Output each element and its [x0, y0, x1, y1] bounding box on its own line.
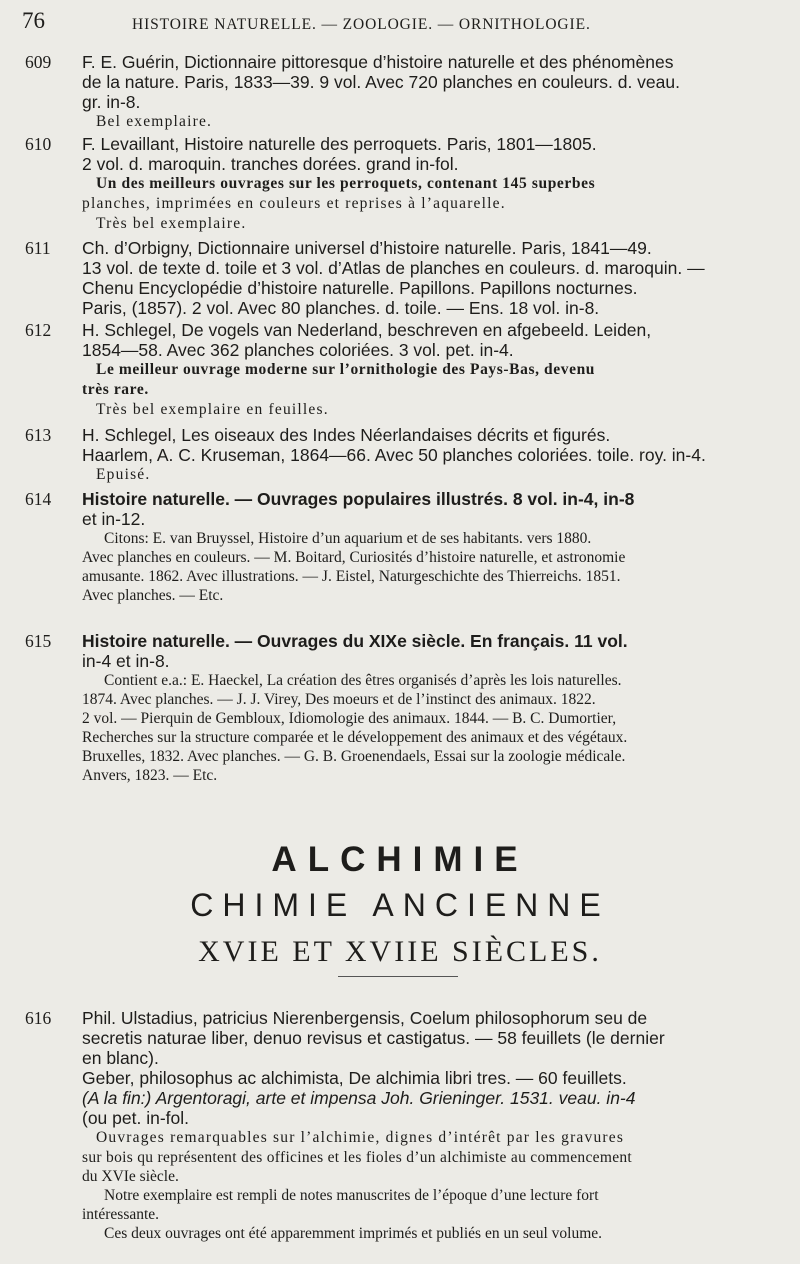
entry-note: Contient e.a.: E. Haeckel, La création des êtres organisés d’après les lois naturelles.: [104, 672, 622, 689]
entry-line: H. Schlegel, Les oiseaux des Indes Néerlandaises décrits et figurés.: [82, 425, 611, 445]
entry-line: Phil. Ulstadius, patricius Nierenbergensis, Coelum philosophorum seu de: [82, 1008, 648, 1028]
entry-note: Avec planches. — Etc.: [82, 587, 224, 604]
entry-613: [0, 425, 800, 485]
page-number: 76: [22, 8, 45, 33]
page-header: [0, 6, 800, 36]
entry-line: Geber, philosophus ac alchimista, De alchimia libri tres. — 60 feuillets.: [82, 1068, 627, 1088]
entry-line: F. Levaillant, Histoire naturelle des perroquets. Paris, 1801—1805.: [82, 134, 597, 154]
entry-615: [0, 631, 800, 785]
entry-note: 1874. Avec planches. — J. J. Virey, Des moeurs et de l’instinct des animaux. 1822.: [82, 691, 596, 708]
entry-line: 13 vol. de texte d. toile et 3 vol. d’Atlas de planches en couleurs. d. maroquin. —: [82, 258, 705, 278]
entry-note: Notre exemplaire est rempli de notes manuscrites de l’époque d’une lecture fort: [104, 1187, 599, 1204]
entry-note: Ces deux ouvrages ont été apparemment imprimés et publiés en un seul volume.: [104, 1225, 603, 1242]
entry-614: [0, 489, 800, 605]
entry-note: du XVIe siècle.: [82, 1168, 179, 1185]
entry-line: Chenu Encyclopédie d’histoire naturelle. Papillons. Papillons nocturnes.: [82, 278, 638, 298]
entry-616: [0, 1008, 800, 1243]
entry-line: (A la fin:) Argentoragi, arte et impensa Joh. Grieninger. 1531. veau. in-4: [82, 1088, 636, 1108]
entry-note: Avec planches en couleurs. — M. Boitard, Curiosités d’histoire naturelle, et astronomie: [82, 549, 626, 566]
entry-note: très rare.: [82, 381, 149, 398]
entry-line: gr. in-8.: [82, 92, 141, 112]
entry-number: 611: [25, 238, 51, 258]
entry-line: 1854—58. Avec 362 planches coloriées. 3 vol. pet. in-4.: [82, 340, 514, 360]
entry-line: H. Schlegel, De vogels van Nederland, beschreven en afgebeeld. Leiden,: [82, 320, 652, 340]
entry-note: Bruxelles, 1832. Avec planches. — G. B. Groenendaels, Essai sur la zoologie médicale.: [82, 748, 626, 765]
entry-note: Très bel exemplaire en feuilles.: [96, 401, 329, 418]
entry-line: secretis naturae liber, denuo revisus et castigatus. — 58 feuillets (le dernier: [82, 1028, 665, 1048]
entry-line: in-4 et in-8.: [82, 651, 170, 671]
entry-610: [0, 134, 800, 234]
entry-note: Très bel exemplaire.: [96, 215, 247, 232]
entry-611: [0, 238, 800, 318]
entry-line: F. E. Guérin, Dictionnaire pittoresque d’histoire naturelle et des phénomènes: [82, 52, 674, 72]
entry-line: et in-12.: [82, 509, 146, 529]
entry-number: 612: [25, 320, 52, 340]
running-title: HISTOIRE NATURELLE. — ZOOLOGIE. — ORNITHOLOGIE.: [132, 16, 591, 33]
section-heading-siecles: XVIE ET XVIIE SIÈCLES.: [198, 935, 602, 968]
entry-number: 616: [25, 1008, 52, 1028]
entry-line: Paris, (1857). 2 vol. Avec 80 planches. d. toile. — Ens. 18 vol. in-8.: [82, 298, 600, 318]
entry-number: 615: [25, 631, 52, 651]
entry-note: Le meilleur ouvrage moderne sur l’ornithologie des Pays-Bas, devenu: [96, 361, 596, 378]
entry-note: Anvers, 1823. — Etc.: [82, 767, 218, 784]
entry-line: en blanc).: [82, 1048, 159, 1068]
entry-note: amusante. 1862. Avec illustrations. — J. Eistel, Naturgeschichte des Thierreichs. 1851.: [82, 568, 621, 585]
entry-number: 614: [25, 489, 52, 509]
entry-note: intéressante.: [82, 1206, 160, 1223]
entry-line: de la nature. Paris, 1833—39. 9 vol. Avec 720 planches en couleurs. d. veau.: [82, 72, 680, 92]
entry-note: planches, imprimées en couleurs et reprises à l’aquarelle.: [82, 195, 506, 212]
entry-note: Recherches sur la structure comparée et le développement des animaux et des végétaux.: [82, 729, 628, 746]
entry-note: Citons: E. van Bruyssel, Histoire d’un aquarium et de ses habitants. vers 1880.: [104, 530, 592, 547]
entry-line: Histoire naturelle. — Ouvrages du XIXe siècle. En français. 11 vol.: [82, 631, 628, 651]
entry-line: Ch. d’Orbigny, Dictionnaire universel d’histoire naturelle. Paris, 1841—49.: [82, 238, 652, 258]
entry-note: Epuisé.: [96, 466, 151, 483]
entry-612: [0, 320, 800, 420]
entry-note: 2 vol. — Pierquin de Gembloux, Idiomologie des animaux. 1844. — B. C. Dumortier,: [82, 710, 617, 727]
entry-line: Histoire naturelle. — Ouvrages populaires illustrés. 8 vol. in-4, in-8: [82, 489, 635, 509]
section-heading-chimie: CHIMIE ANCIENNE: [190, 887, 610, 923]
entry-note: Un des meilleurs ouvrages sur les perroquets, contenant 145 superbes: [96, 175, 596, 192]
entry-number: 609: [25, 52, 52, 72]
entry-609: [0, 52, 800, 132]
entry-line: 2 vol. d. maroquin. tranches dorées. grand in-fol.: [82, 154, 459, 174]
entry-note: Bel exemplaire.: [96, 113, 213, 130]
entry-line: (ou pet. in-fol.: [82, 1108, 189, 1128]
entry-number: 613: [25, 425, 52, 445]
section-heading-alchimie: ALCHIMIE: [271, 840, 529, 879]
entry-number: 610: [25, 134, 52, 154]
section-divider: [338, 976, 458, 977]
entry-line: Haarlem, A. C. Kruseman, 1864—66. Avec 50 planches coloriées. toile. roy. in-4.: [82, 445, 706, 465]
entry-note: sur bois qu représentent des officines et les fioles d’un alchimiste au commencement: [82, 1149, 633, 1166]
entry-note: Ouvrages remarquables sur l’alchimie, dignes d’intérêt par les gravures: [96, 1129, 625, 1146]
